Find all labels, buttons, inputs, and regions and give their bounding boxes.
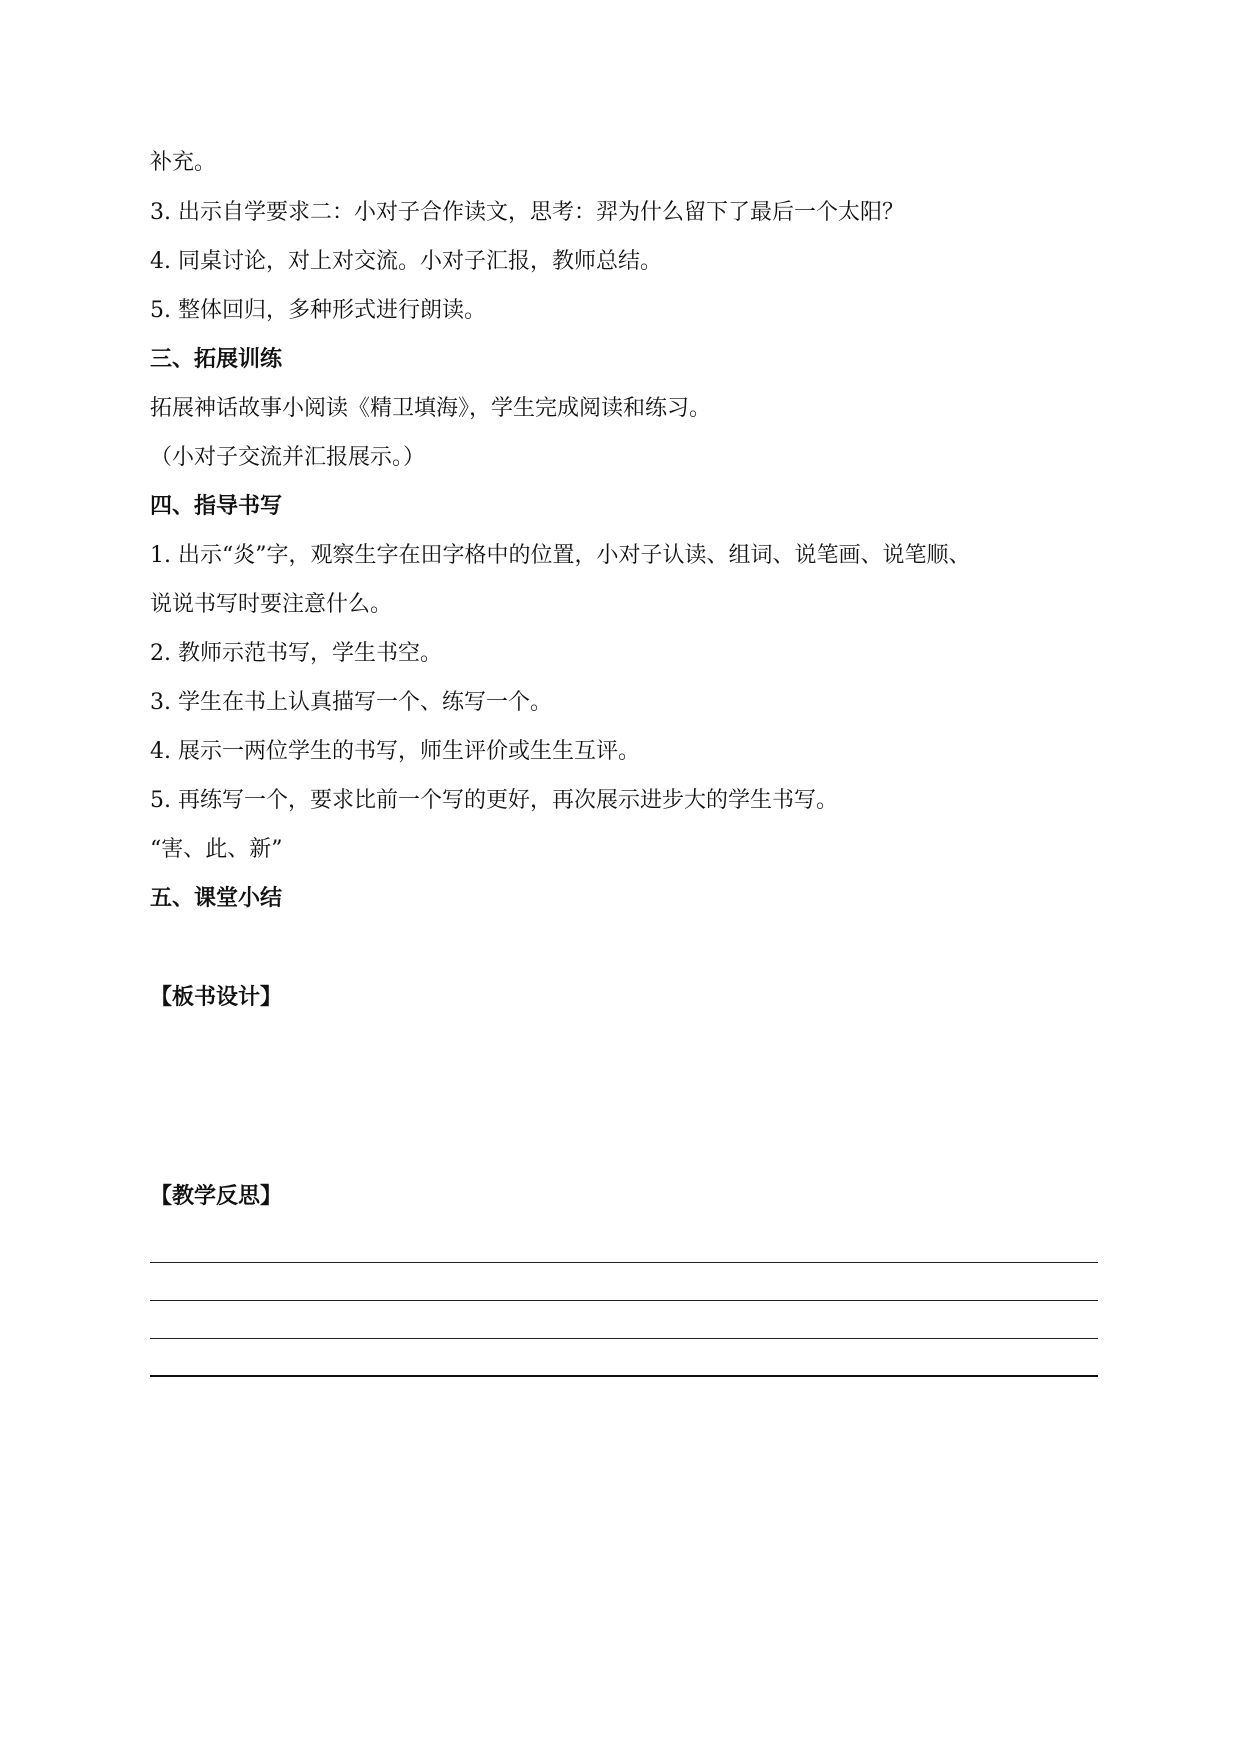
section-heading: 四、指导书写	[150, 494, 283, 519]
text-line: （小对子交流并汇报展示。）	[150, 445, 426, 470]
writing-line	[150, 1300, 1098, 1301]
text-line: “害、此、新”	[150, 837, 283, 862]
text-line: 3. 学生在书上认真描写一个、练写一个。	[150, 690, 552, 715]
board-design-heading: 【板书设计】	[150, 985, 283, 1010]
section-heading: 五、课堂小结	[150, 886, 283, 911]
text-line: 拓展神话故事小阅读《精卫填海》，学生完成阅读和练习。	[150, 396, 712, 421]
writing-line	[150, 1375, 1098, 1377]
writing-line	[150, 1338, 1098, 1339]
section-heading: 三、拓展训练	[150, 347, 283, 372]
text-line: 5. 再练写一个，要求比前一个写的更好，再次展示进步大的学生书写。	[150, 788, 838, 813]
text-line: 4. 展示一两位学生的书写，师生评价或生生互评。	[150, 739, 640, 764]
text-line: 说说书写时要注意什么。	[150, 592, 393, 617]
text-line: 补充。	[150, 150, 217, 175]
teaching-reflection-heading: 【教学反思】	[150, 1184, 283, 1209]
text-line: 3. 出示自学要求二：小对子合作读文，思考：羿为什么留下了最后一个太阳？	[150, 200, 904, 225]
text-line: 1. 出示“炎”字，观察生字在田字格中的位置，小对子认读、组词、说笔画、说笔顺、	[150, 543, 971, 568]
writing-line	[150, 1262, 1098, 1263]
text-line: 2. 教师示范书写，学生书空。	[150, 641, 442, 666]
text-line: 5. 整体回归，多种形式进行朗读。	[150, 298, 486, 323]
text-line: 4. 同桌讨论，对上对交流。小对子汇报，教师总结。	[150, 249, 662, 274]
